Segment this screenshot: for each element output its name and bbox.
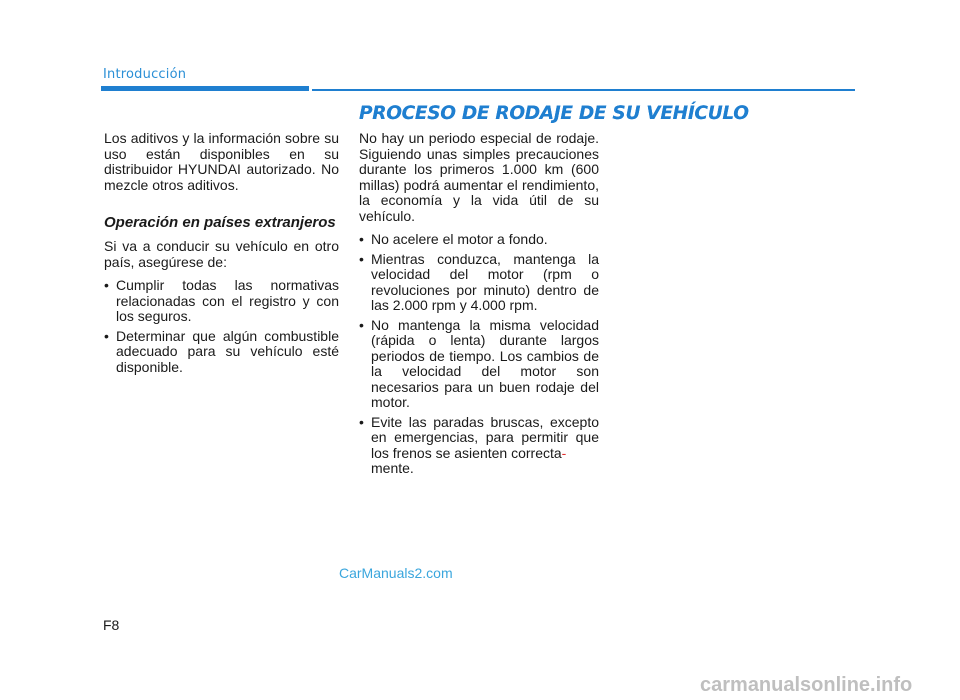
list-item-text: Determinar que algún combustible adecuado para su vehículo esté disponible.	[116, 327, 339, 375]
list-item-text-end: mente.	[371, 460, 414, 476]
list-item	[104, 278, 339, 325]
list-item-text: Evite las paradas bruscas, excepto en emergencias, para permitir que los frenos se asienten correcta	[371, 413, 599, 461]
intro-paragraph: No hay un periodo especial de rodaje. Siguiendo unas simples precauciones durante los primeros 1.000 km (600 millas) podrá aumentar el rendimiento, la economía y la vida útil de su vehículo.	[359, 130, 599, 224]
bullet-dot: •	[104, 277, 109, 293]
bullet-list	[359, 232, 599, 477]
list-item-text: No acelere el motor a fondo.	[371, 231, 548, 247]
list-item	[359, 415, 599, 477]
list-item-text: Mientras conduzca, mantenga la velocidad del motor (rpm o revoluciones por minuto) dentro de las 2.000 rpm y 4.000 rpm.	[371, 250, 599, 313]
bullet-dot: •	[359, 413, 364, 430]
page-number: F8	[103, 617, 120, 633]
watermark-link[interactable]: CarManuals2.com	[339, 565, 453, 581]
footer-watermark: carmanualsonline.info	[700, 674, 913, 696]
foreign-paragraph: Si va a conducir su vehículo en otro país, asegúrese de:	[104, 238, 339, 270]
right-column	[359, 131, 599, 481]
bullet-dot: •	[359, 231, 364, 247]
section-label: Introducción	[103, 67, 187, 82]
list-item	[104, 329, 339, 376]
header-rule-thin	[312, 89, 855, 91]
list-item	[359, 252, 599, 314]
list-item	[359, 318, 599, 411]
bullet-dot: •	[104, 327, 109, 344]
bullet-dot: •	[359, 250, 364, 267]
header-rule-thick	[101, 86, 309, 91]
list-item-text: No mantenga la misma velocidad (rápida o lenta) durante largos periodos de tiempo. Los cambios de la velocidad del motor son necesarios para un buen rodaje del motor.	[371, 316, 599, 410]
hyphen-mark: -	[561, 444, 567, 461]
bullet-list	[104, 278, 339, 375]
subheading: Operación en países extranjeros	[104, 214, 336, 231]
left-column	[104, 131, 339, 379]
page-heading: PROCESO DE RODAJE DE SU VEHÍCULO	[359, 103, 749, 124]
intro-paragraph: Los aditivos y la información sobre su uso están disponibles en su distribuidor HYUNDAI autorizado. No mezcle otros aditivos.	[104, 130, 339, 193]
bullet-dot: •	[359, 316, 364, 333]
list-item-text: Cumplir todas las normativas relacionadas con el registro y con los seguros.	[116, 277, 339, 324]
list-item	[359, 232, 599, 248]
